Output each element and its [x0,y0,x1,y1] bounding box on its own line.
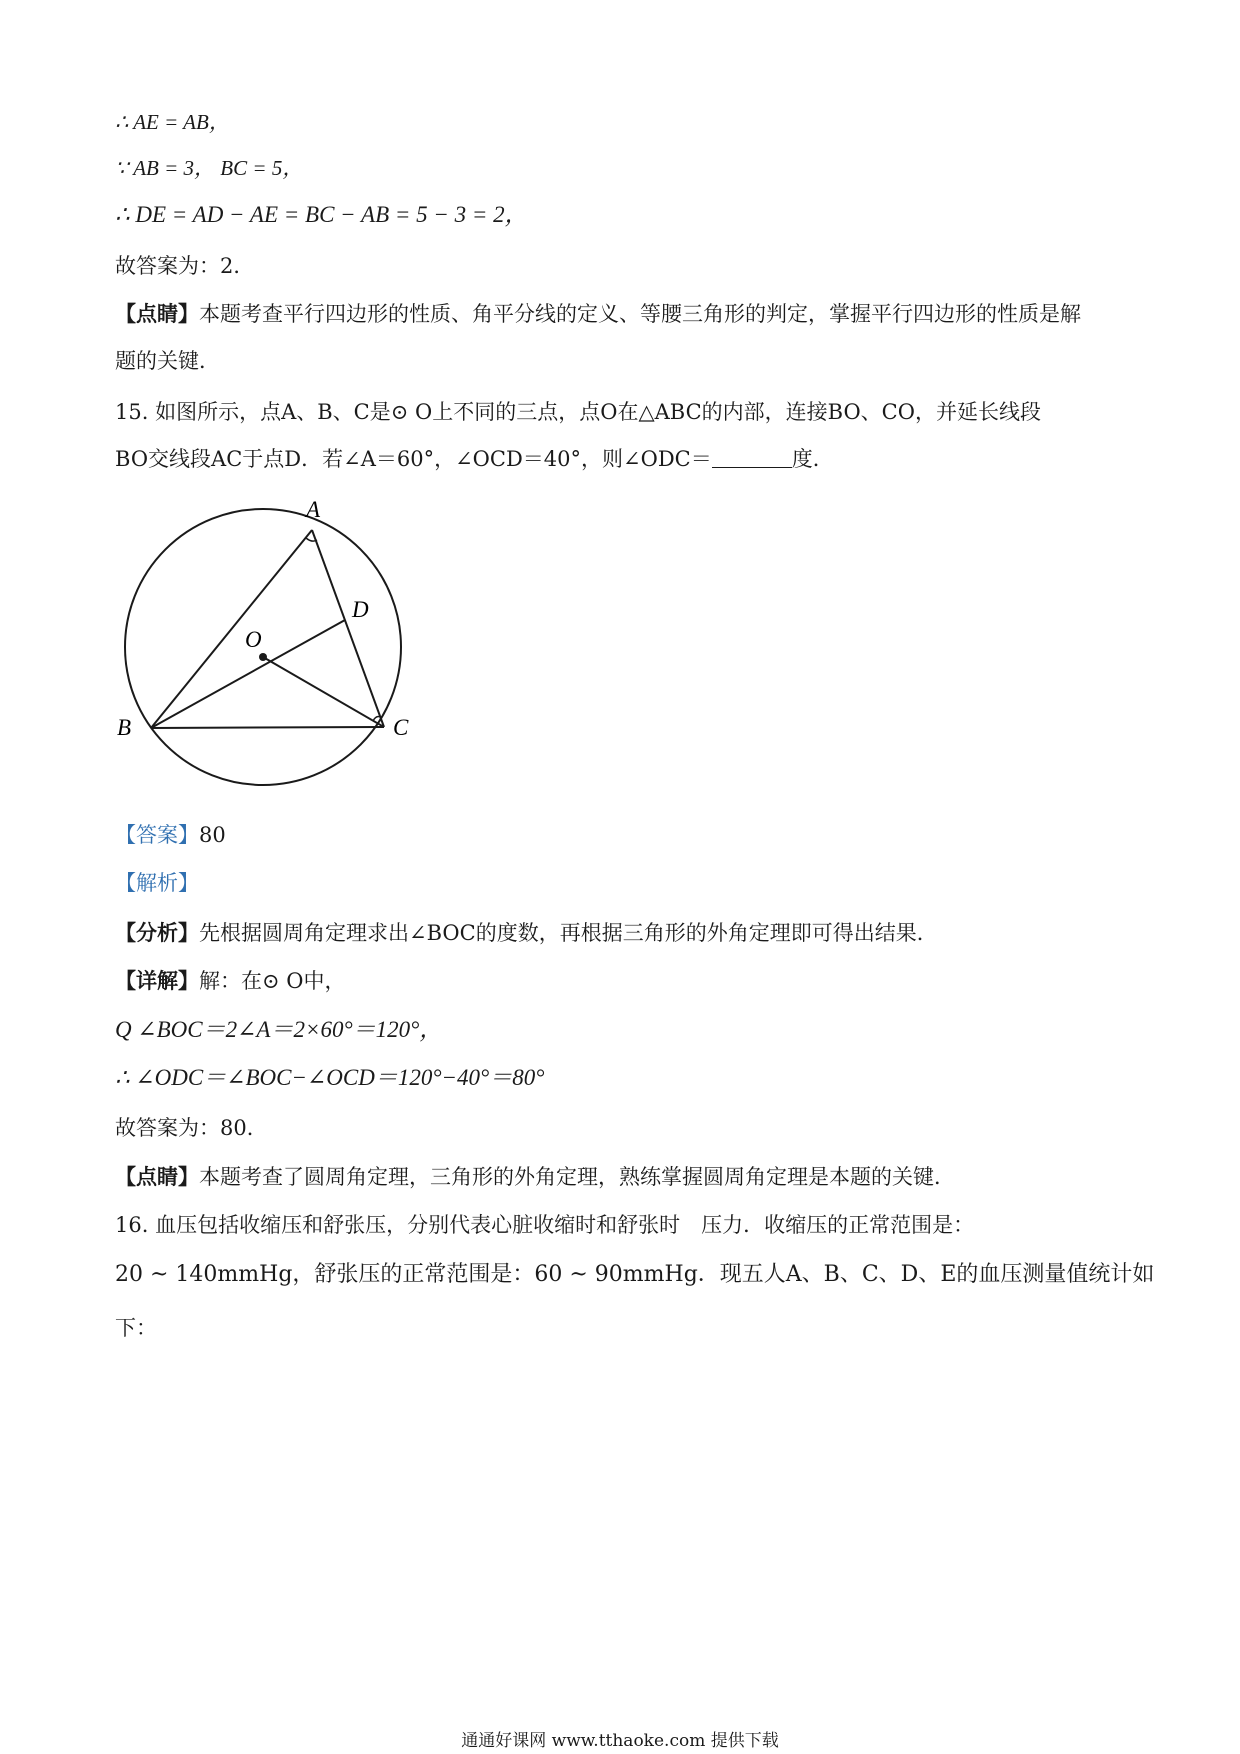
answer-line: 故答案为：2． [115,254,255,278]
segment-bc [151,727,384,728]
answer-section [115,820,226,850]
label-c: C [393,715,409,740]
comment-line-cont: 题的关键． [115,349,220,373]
question-16-line-2: 20 ~ 140mmHg，舒张压的正常范围是：60 ~ 90mmHg．现五人A、B、C、D、E的血压测量值统计如 [115,1262,1155,1287]
question-16-line-3: 下： [115,1316,157,1340]
label-b: B [117,715,132,740]
equation-2: ∴ ∠ODC＝∠BOC−∠OCD＝120°−40°＝80° [115,1065,545,1090]
page-footer: 通通好课网 www.tthaoke.com 提供下载 [461,1731,779,1751]
question-16-line-1: 16. 血压包括收缩压和舒张压，分别代表心脏收缩时和舒张时 压力．收缩压的正常范围是： [115,1213,975,1237]
dianjing-text: 本题考查了圆周角定理，三角形的外角定理，熟练掌握圆周角定理是本题的关键． [199,1165,955,1189]
equation-1: Q ∠BOC＝2∠A＝2×60°＝120°， [115,1017,443,1042]
xiangjie-text: 解：在⊙ O中， [199,969,346,993]
answer-line-2: 故答案为：80． [115,1116,268,1140]
proof-line-2: ∵ AB = 3， BC = 5， [115,156,304,180]
xiangjie-tag: 【详解】 [115,968,199,993]
fenxi-line [115,918,938,948]
question-15-line-2 [115,444,834,474]
xiangjie-line [115,966,346,996]
fenxi-text: 先根据圆周角定理求出∠BOC的度数，再根据三角形的外角定理即可得出结果． [199,921,938,945]
label-o: O [245,627,262,652]
segment-oc [263,657,384,727]
label-d: D [352,597,369,622]
center-point [259,653,267,661]
proof-line-1: ∴ AE = AB， [115,110,230,134]
comment-text: 本题考查平行四边形的性质、角平分线的定义、等腰三角形的判定，掌握平行四边形的性质是解 [199,302,1081,326]
circle-o [125,509,401,785]
dianjing-tag: 【点睛】 [115,1164,199,1189]
question-15-text: BO交线段AC于点D．若∠A＝60°，∠OCD＝40°，则∠ODC＝ [115,447,712,471]
comment-line [115,299,1081,329]
question-15-unit: 度． [791,447,834,471]
answer-blank [712,447,792,468]
analysis-tag: 【解析】 [115,871,199,895]
dianjing-line [115,1162,955,1192]
fenxi-tag: 【分析】 [115,920,199,945]
geometry-figure [108,495,428,800]
comment-tag: 【点睛】 [115,301,199,326]
segment-ab [151,530,312,728]
answer-tag: 【答案】 [115,823,199,847]
label-a: A [306,497,321,522]
segment-ac [312,530,384,727]
answer-value: 80 [199,823,226,847]
proof-line-3: ∴ DE = AD − AE = BC − AB = 5 − 3 = 2， [115,202,528,227]
question-15-line-1: 15. 如图所示，点A、B、C是⊙ O上不同的三点，点O在△ABC的内部，连接BO、CO，并延长线段 [115,400,1041,424]
